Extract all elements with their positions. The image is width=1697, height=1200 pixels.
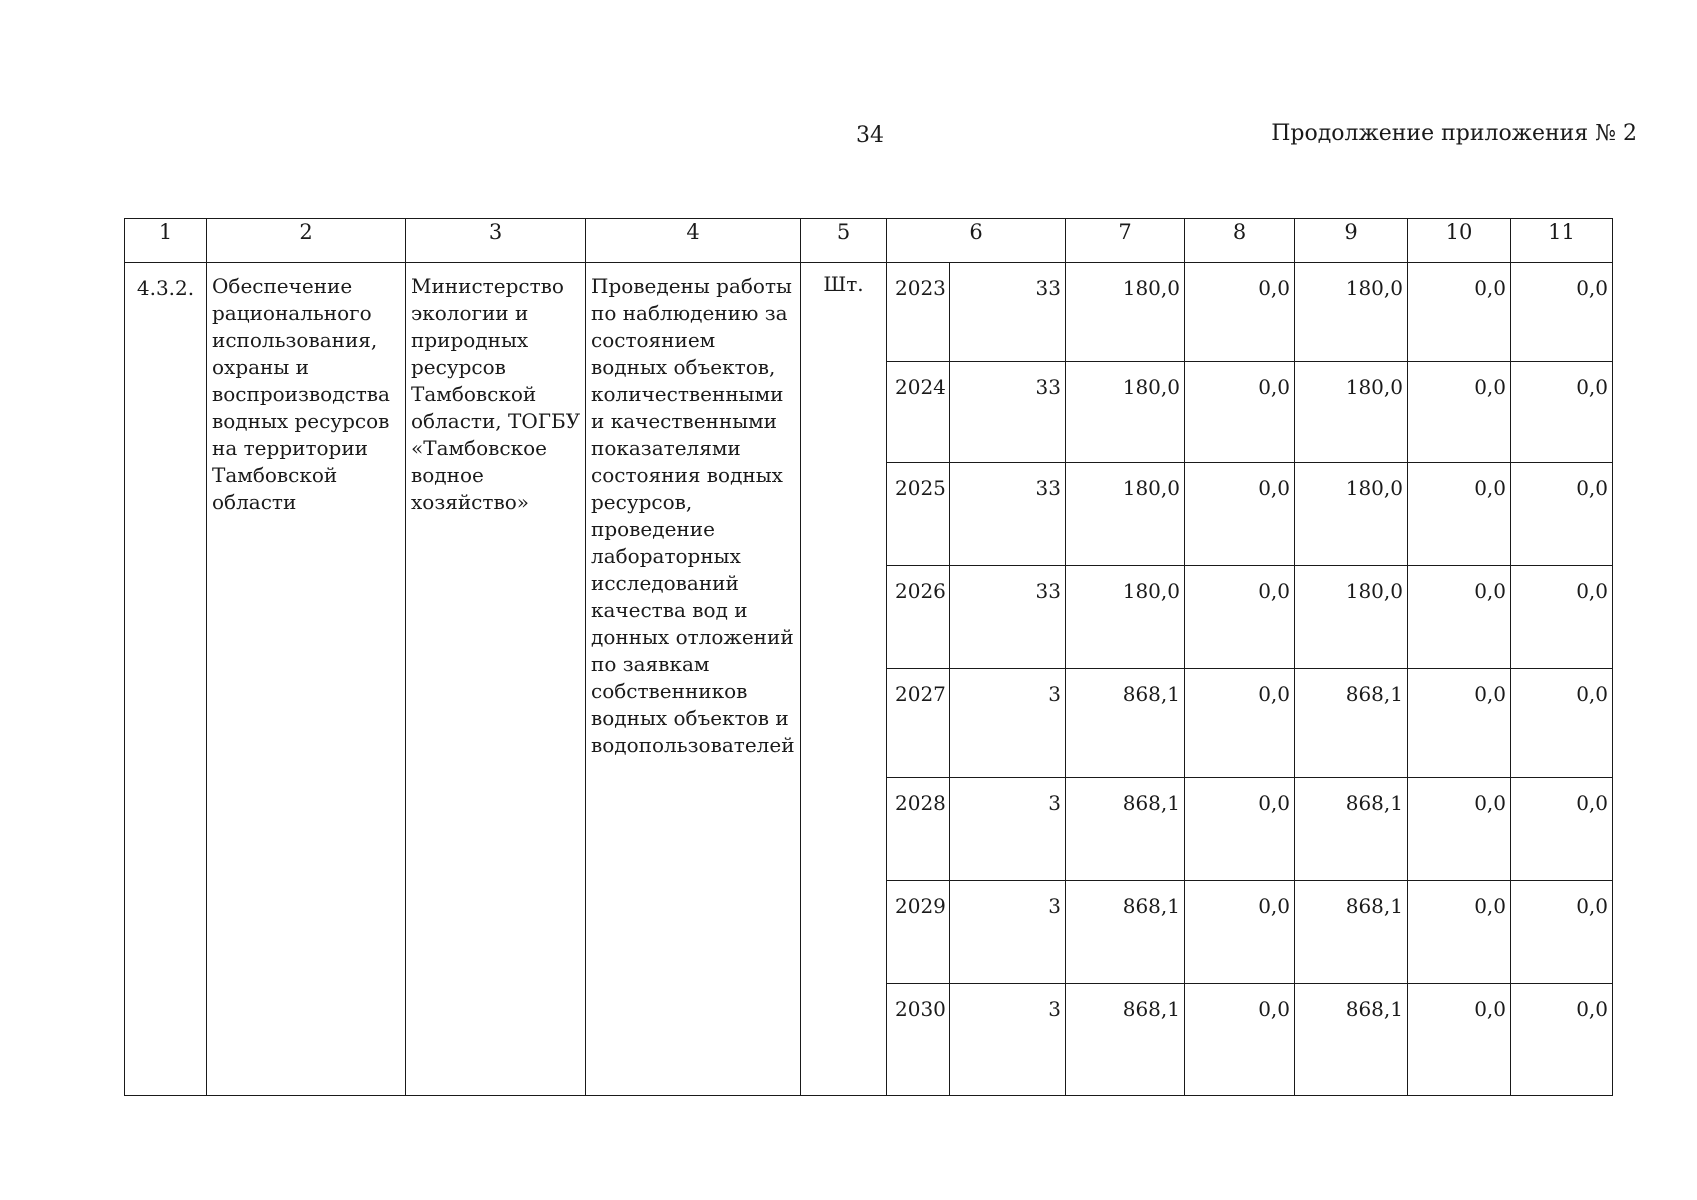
year-cell: 2028	[887, 778, 950, 881]
column-number-4: 4	[586, 219, 801, 263]
appendix-continuation-note: Продолжение приложения № 2	[1271, 121, 1637, 146]
column-8-cell: 0,0	[1185, 362, 1295, 463]
indicator-value-cell: 33	[950, 566, 1066, 669]
column-7-cell: 868,1	[1066, 984, 1185, 1096]
measure-name-cell: Обеспечение рационального использования, охраны и воспроизводства водных ресурсов на территории Тамбовской области	[207, 263, 406, 1096]
column-number-6: 6	[887, 219, 1066, 263]
column-11-cell: 0,0	[1511, 881, 1613, 984]
column-number-5: 5	[801, 219, 887, 263]
column-11-cell: 0,0	[1511, 463, 1613, 566]
column-8-cell: 0,0	[1185, 463, 1295, 566]
column-10-cell: 0,0	[1408, 566, 1511, 669]
year-cell: 2027	[887, 669, 950, 778]
column-11-cell: 0,0	[1511, 669, 1613, 778]
year-cell: 2026	[887, 566, 950, 669]
column-10-cell: 0,0	[1408, 463, 1511, 566]
year-cell: 2029	[887, 881, 950, 984]
column-10-cell: 0,0	[1408, 778, 1511, 881]
column-7-cell: 868,1	[1066, 881, 1185, 984]
indicator-value-cell: 3	[950, 778, 1066, 881]
column-number-7: 7	[1066, 219, 1185, 263]
column-8-cell: 0,0	[1185, 778, 1295, 881]
unit-cell: Шт.	[801, 263, 887, 1096]
column-10-cell: 0,0	[1408, 984, 1511, 1096]
page-number: 34	[856, 123, 884, 148]
column-9-cell: 868,1	[1295, 881, 1408, 984]
column-11-cell: 0,0	[1511, 263, 1613, 362]
column-7-cell: 180,0	[1066, 566, 1185, 669]
indicator-value-cell: 33	[950, 362, 1066, 463]
column-10-cell: 0,0	[1408, 362, 1511, 463]
column-8-cell: 0,0	[1185, 881, 1295, 984]
table-row	[125, 263, 1613, 362]
column-number-11: 11	[1511, 219, 1613, 263]
indicator-value-cell: 3	[950, 669, 1066, 778]
indicator-value-cell: 33	[950, 463, 1066, 566]
year-cell: 2030	[887, 984, 950, 1096]
year-cell: 2023	[887, 263, 950, 362]
result-description-cell: Проведены работы по наблюдению за состоянием водных объектов, количественными и качественными показателями состояния водных ресурсов, проведение лабораторных исследований качества вод и донных отложений по заявкам собственников водных объектов и водопользователей	[586, 263, 801, 1096]
column-9-cell: 180,0	[1295, 362, 1408, 463]
column-8-cell: 0,0	[1185, 984, 1295, 1096]
column-number-9: 9	[1295, 219, 1408, 263]
program-measures-table	[124, 218, 1613, 1096]
column-10-cell: 0,0	[1408, 669, 1511, 778]
year-cell: 2024	[887, 362, 950, 463]
item-number-cell: 4.3.2.	[125, 263, 207, 1096]
column-9-cell: 868,1	[1295, 669, 1408, 778]
column-number-row	[125, 219, 1613, 263]
column-11-cell: 0,0	[1511, 362, 1613, 463]
indicator-value-cell: 33	[950, 263, 1066, 362]
column-8-cell: 0,0	[1185, 669, 1295, 778]
column-number-1: 1	[125, 219, 207, 263]
column-11-cell: 0,0	[1511, 778, 1613, 881]
column-9-cell: 180,0	[1295, 263, 1408, 362]
column-7-cell: 868,1	[1066, 778, 1185, 881]
column-7-cell: 180,0	[1066, 263, 1185, 362]
column-7-cell: 180,0	[1066, 463, 1185, 566]
column-7-cell: 868,1	[1066, 669, 1185, 778]
column-number-2: 2	[207, 219, 406, 263]
indicator-value-cell: 3	[950, 984, 1066, 1096]
column-number-8: 8	[1185, 219, 1295, 263]
column-10-cell: 0,0	[1408, 263, 1511, 362]
year-cell: 2025	[887, 463, 950, 566]
column-9-cell: 180,0	[1295, 463, 1408, 566]
column-9-cell: 868,1	[1295, 778, 1408, 881]
column-10-cell: 0,0	[1408, 881, 1511, 984]
column-number-10: 10	[1408, 219, 1511, 263]
column-11-cell: 0,0	[1511, 984, 1613, 1096]
indicator-value-cell: 3	[950, 881, 1066, 984]
column-9-cell: 868,1	[1295, 984, 1408, 1096]
column-7-cell: 180,0	[1066, 362, 1185, 463]
column-8-cell: 0,0	[1185, 566, 1295, 669]
column-9-cell: 180,0	[1295, 566, 1408, 669]
column-number-3: 3	[406, 219, 586, 263]
column-11-cell: 0,0	[1511, 566, 1613, 669]
executor-cell: Министерство экологии и природных ресурсов Тамбовской области, ТОГБУ «Тамбовское водное хозяйство»	[406, 263, 586, 1096]
column-8-cell: 0,0	[1185, 263, 1295, 362]
